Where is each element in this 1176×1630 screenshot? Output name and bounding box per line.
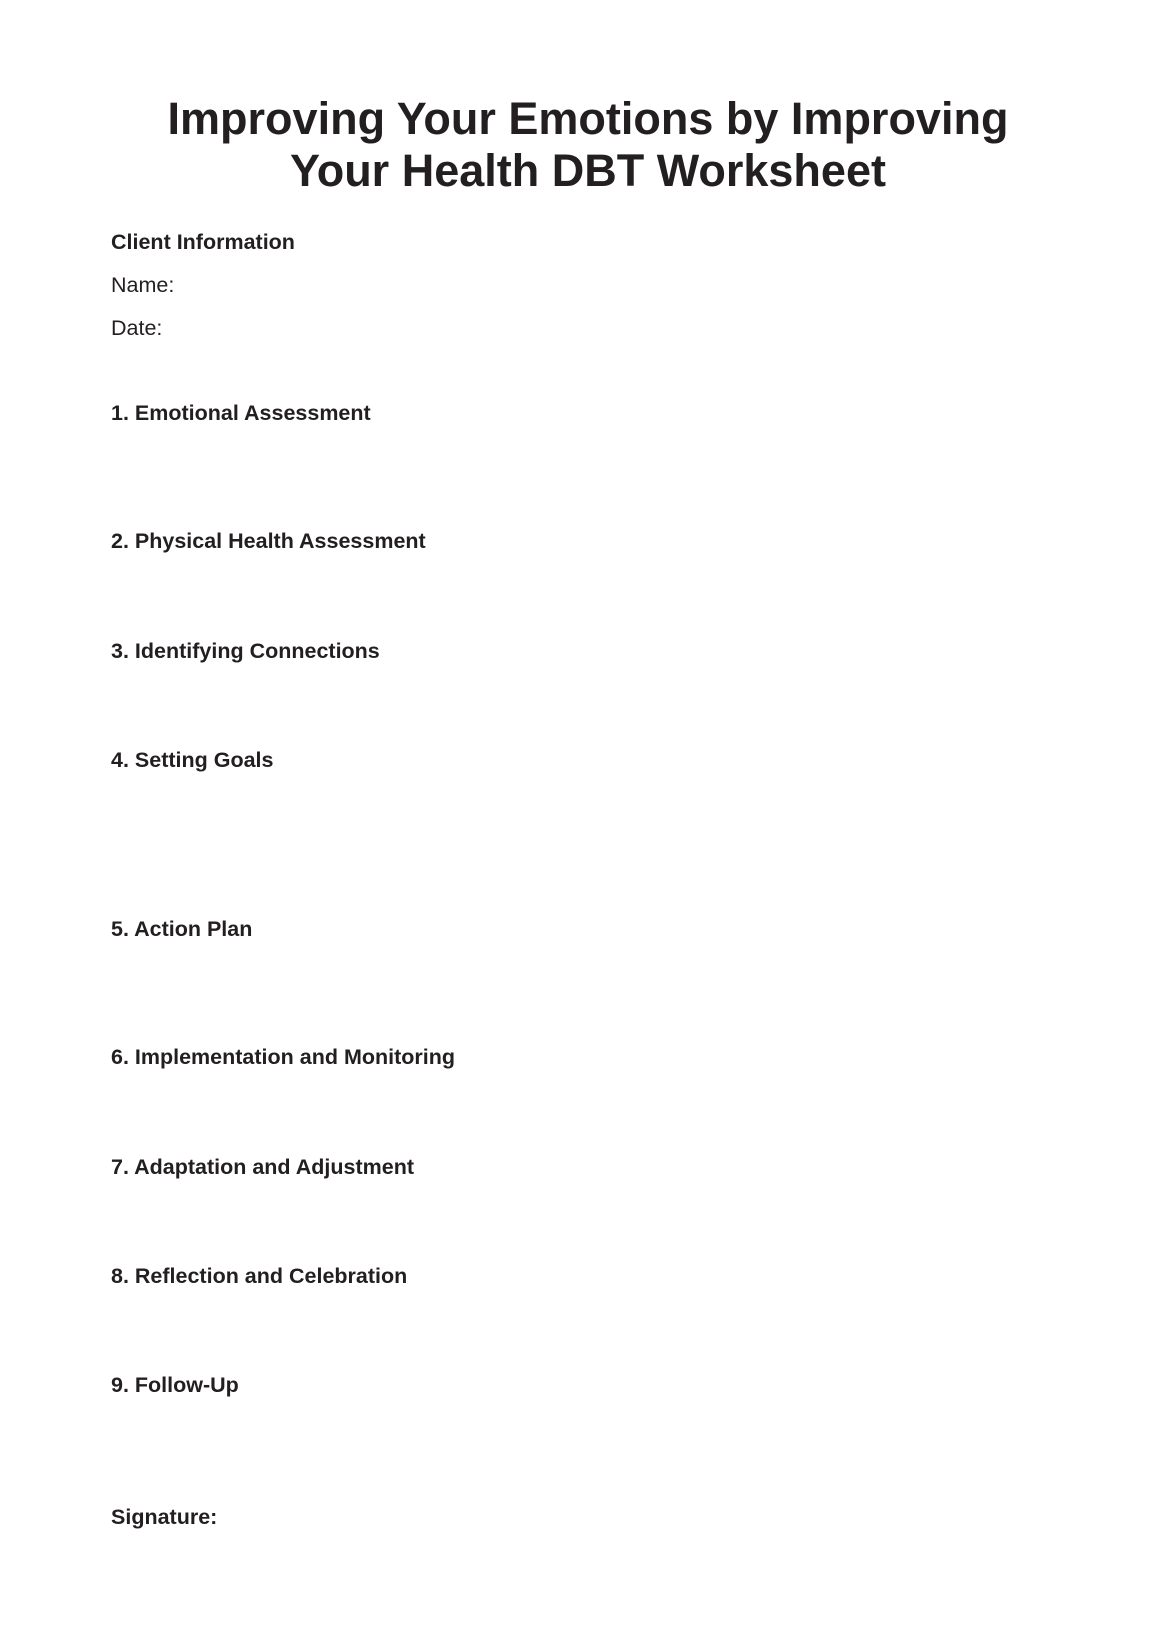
section-heading-follow-up: 9. Follow-Up — [111, 1373, 239, 1397]
section-heading-action-plan: 5. Action Plan — [111, 917, 253, 941]
title-line-2: Your Health DBT Worksheet — [290, 145, 886, 196]
signature-label: Signature: — [111, 1505, 218, 1529]
section-heading-implementation-monitoring: 6. Implementation and Monitoring — [111, 1045, 455, 1069]
section-heading-adaptation-adjustment: 7. Adaptation and Adjustment — [111, 1155, 414, 1179]
section-heading-reflection-celebration: 8. Reflection and Celebration — [111, 1264, 408, 1288]
page-title — [60, 93, 1116, 197]
section-heading-setting-goals: 4. Setting Goals — [111, 748, 274, 772]
section-heading-emotional-assessment: 1. Emotional Assessment — [111, 401, 371, 425]
date-label: Date: — [111, 316, 163, 340]
title-line-1: Improving Your Emotions by Improving — [167, 93, 1009, 144]
section-heading-identifying-connections: 3. Identifying Connections — [111, 639, 380, 663]
client-info-heading: Client Information — [111, 230, 295, 254]
name-label: Name: — [111, 273, 175, 297]
section-heading-physical-health-assessment: 2. Physical Health Assessment — [111, 529, 426, 553]
